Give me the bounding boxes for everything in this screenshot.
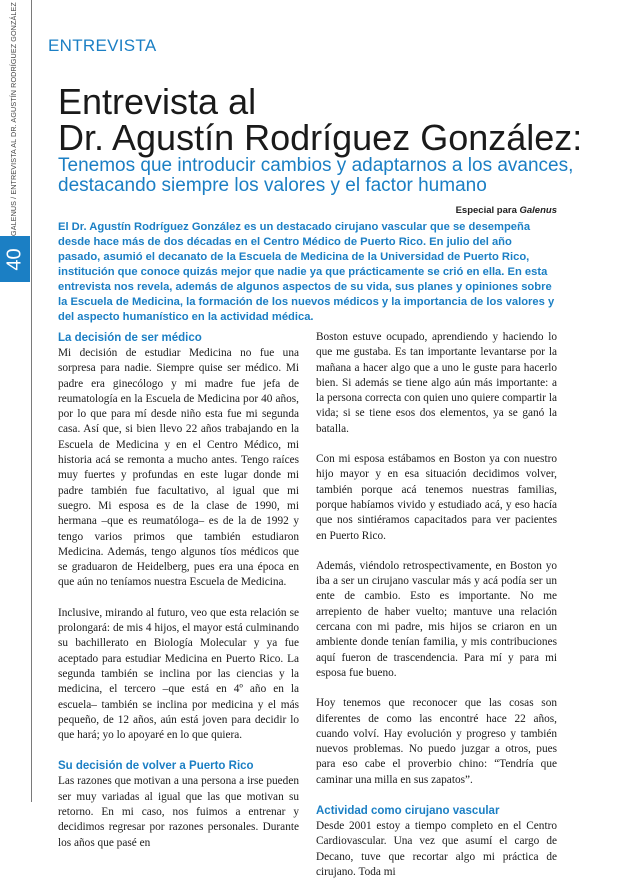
section-tag: ENTREVISTA xyxy=(48,36,157,55)
page-number xyxy=(0,236,30,282)
paragraph: Mi decisión de estudiar Medicina no fue una sorpresa para nadie. Siempre quise ser médico. Mi padre era ginecólogo y mi madre fue jefa de reumatología en la Escuela de Medicina por 40 años, por lo que para mí desde niño esta fue mi segunda casa. Así que, si bien llevo 22 años trabajando en la Escuela de Medicina y en el Centro Médico, mi historia acá se remonta a mucho antes. Tengo raíces muy fuertes y profundas en este lugar donde mi padre también fue facultativo, al igual que mi suegro. Mi esposa es de la clase de 1990, mi hermana –que es reumatóloga– es de la de 1992 y tengo varios primos que también estudiaron Medicina. Además, tengo algunos tíos médicos que se graduaron de Heidelberg, pues era una época en que aún no teníamos nuestra Escuela de Medicina. xyxy=(58,347,299,589)
article-title xyxy=(58,81,583,158)
paragraph: Inclusive, mirando al futuro, veo que esta relación se prolongará: de mis 4 hijos, el mayor está culminando su bachillerato en Biología Molecular y ya fue aceptado para estudiar Medicina en Puerto Rico. La segunda también se inclina por las ciencias y la medicina, el tercero –que está en 4º año en la escuela– también se inclina por medicina y el más pequeño, de 12 años, aún está joven para decidir lo que hará; yo lo apoyaré en lo que quiera. xyxy=(58,606,299,742)
paragraph: Hoy tenemos que reconocer que las cosas son diferentes de como las encontré hace 22 años, cuando volví. Hay evolución y progreso y también nuevos problemas. No puedo juzgar a otros, pues para eso cabe el proverbio chino: “Tendría que caminar una milla en sus zapatos”. xyxy=(316,697,557,786)
heading-decision-medico: La decisión de ser médico xyxy=(58,332,202,344)
byline xyxy=(456,205,557,216)
heading-cirujano-vascular: Actividad como cirujano vascular xyxy=(316,805,500,818)
right-column xyxy=(316,330,557,895)
subtitle-line-1: Tenemos que introducir cambios y adaptarnos a los avances, xyxy=(58,155,574,176)
byline-prefix: Especial para xyxy=(455,205,520,216)
subtitle-line-2: destacando siempre los valores y el factor humano xyxy=(58,175,487,196)
title-line-2: Dr. Agustín Rodríguez González: xyxy=(58,117,583,158)
paragraph: Desde 2001 estoy a tiempo completo en el Centro Cardiovascular. Una vez que asumí el cargo de Decano, tuve que recortar algo mi práctica de cirujano. Toda mi xyxy=(316,820,557,878)
heading-volver-puerto-rico: Su decisión de volver a Puerto Rico xyxy=(58,760,254,773)
lead-paragraph: El Dr. Agustín Rodríguez González es un destacado cirujano vascular que se desempeña desde hace más de dos décadas en el Centro Médico de Puerto Rico. En julio del año pasado, asumió el decanato de la Escuela de Medicina de la Universidad de Puerto Rico, institución que conoce quizás mejor que nadie ya que prácticamente se crió en ella. En esta entrevista nos revela, además de algunos aspectos de su vida, sus planes y opiniones sobre la Escuela de Medicina, la formación de los nuevos médicos y la importancia de los valores y del aspecto humanístico en la actividad médica. xyxy=(58,221,555,323)
paragraph: Además, viéndolo retrospectivamente, en Boston yo iba a ser un cirujano vascular más y acá podía ser un ente de cambio. Esto es importante. No me arrepiento de haber vuelto; mantuve una relación cercana con mi padre, mis hijos se criaron en un ambiente donde tenían familia, y mis contribuciones aquí fueron de trascendencia. Para mí y para mi esposa fue bueno. xyxy=(316,559,557,679)
paragraph: Con mi esposa estábamos en Boston ya con nuestro hijo mayor y en esa situación decidimos volver, también porque acá tenemos nuestras familias, porque habíamos vivido y estudiado acá, y eso hacía que nos sintiéramos capacitados para ver pacientes en Puerto Rico. xyxy=(316,453,557,542)
left-column xyxy=(58,330,299,866)
paragraph: Boston estuve ocupado, aprendiendo y haciendo lo que me gustaba. Es tan importante levantarse por la mañana a hacer algo que a uno le guste para hacerlo bien. Si además se tiene algo aún más importante: a la persona correcta con quien uno quiere compartir la vida; si se tiene esos dos elementos, ya se ganó la batalla. xyxy=(316,331,557,435)
title-line-1: Entrevista al xyxy=(58,81,257,122)
page-number-text: 40 xyxy=(3,247,26,271)
running-head: GALENUS / ENTREVISTA AL DR. AGUSTÍN RODRÍGUEZ GONZÁLEZ xyxy=(9,2,18,236)
paragraph: Las razones que motivan a una persona a irse pueden ser muy variadas al igual que las que motivan su retorno. En mi caso, nos fuimos a entrenar y decidimos regresar por razones personales. Durante los años que pasé en xyxy=(58,775,299,849)
sidebar-rule xyxy=(31,0,32,802)
article-subtitle xyxy=(58,156,573,196)
byline-publication: Galenus xyxy=(519,205,557,216)
